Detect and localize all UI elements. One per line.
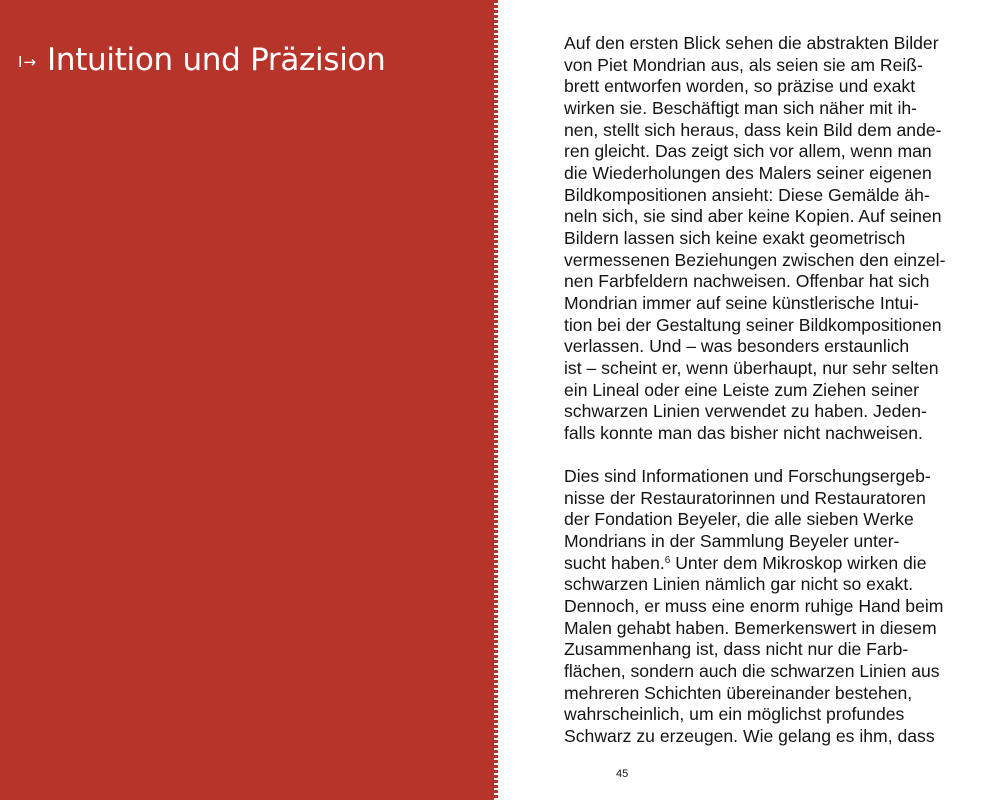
- text-line: nen Farbfeldern nachweisen. Offenbar hat sich: [564, 271, 930, 292]
- text-line: nen, stellt sich heraus, dass kein Bild dem ande-: [564, 119, 942, 140]
- paragraph-2: [564, 466, 988, 748]
- text-line: wirken sie. Beschäftigt man sich näher mit ih-: [564, 97, 917, 118]
- footnote-reference[interactable]: 6: [664, 554, 671, 566]
- text-line: der Fondation Beyeler, die alle sieben Werke: [564, 509, 914, 530]
- text-line: Dennoch, er muss eine enorm ruhige Hand beim: [564, 596, 944, 617]
- text-line: Zusammenhang ist, dass nicht nur die Farb-: [564, 639, 909, 660]
- text-line: Mondrians in der Sammlung Beyeler unter-: [564, 531, 900, 552]
- text-line: flächen, sondern auch die schwarzen Linien aus: [564, 661, 940, 682]
- text-line: Auf den ersten Blick sehen die abstrakten Bilder: [564, 33, 939, 53]
- text-line: Schwarz zu erzeugen. Wie gelang es ihm, dass: [564, 725, 935, 746]
- text-line: schwarzen Linien nämlich gar nicht so exakt.: [564, 574, 914, 595]
- text-line: brett entworfen worden, so präzise und exakt: [564, 76, 916, 97]
- text-line: Malen gehabt haben. Bemerkenswert in diesem: [564, 617, 937, 638]
- text-line: verlassen. Und – was besonders erstaunlich: [564, 336, 910, 357]
- text-line: Bildkompositionen ansieht: Diese Gemälde äh-: [564, 184, 930, 205]
- text-line: ein Lineal oder eine Leiste zum Ziehen seiner: [564, 379, 920, 400]
- text-segment: Unter dem Mikroskop wirken die: [670, 552, 927, 573]
- chapter-title: Intuition und Präzision: [47, 42, 386, 78]
- text-line: Dies sind Informationen und Forschungsergeb-: [564, 466, 931, 487]
- text-line: die Wiederholungen des Malers seiner eigenen: [564, 162, 932, 183]
- text-line: Mondrian immer auf seine künstlerische Intui-: [564, 292, 919, 313]
- page-number: 45: [616, 768, 629, 780]
- text-segment: sucht haben.: [564, 552, 665, 573]
- right-page: [498, 0, 1000, 800]
- text-line: wahrscheinlich, um ein möglichst profundes: [564, 704, 905, 725]
- text-line: schwarzen Linien verwendet zu haben. Jeden-: [564, 401, 927, 422]
- text-line: falls konnte man das bisher nicht nachweisen.: [564, 422, 923, 443]
- text-line: Bildern lassen sich keine exakt geometrisch: [564, 227, 906, 248]
- paragraph-1: [564, 33, 988, 444]
- left-page: [0, 0, 496, 800]
- body-text: [564, 33, 988, 748]
- text-line: vermessenen Beziehungen zwischen den einzel-: [564, 249, 946, 270]
- arrow-marker-icon: I→: [18, 53, 37, 71]
- text-line: [564, 553, 988, 575]
- chapter-heading: [18, 42, 386, 78]
- text-line: tion bei der Gestaltung seiner Bildkompositionen: [564, 314, 942, 335]
- text-line: von Piet Mondrian aus, als seien sie am Reiß-: [564, 54, 923, 75]
- text-line: ren gleicht. Das zeigt sich vor allem, wenn man: [564, 141, 932, 162]
- text-line: nisse der Restauratorinnen und Restauratoren: [564, 487, 926, 508]
- text-line: ist – scheint er, wenn überhaupt, nur sehr selten: [564, 357, 939, 378]
- text-line: neln sich, sie sind aber keine Kopien. Auf seinen: [564, 206, 942, 227]
- text-line: mehreren Schichten übereinander bestehen,: [564, 682, 913, 703]
